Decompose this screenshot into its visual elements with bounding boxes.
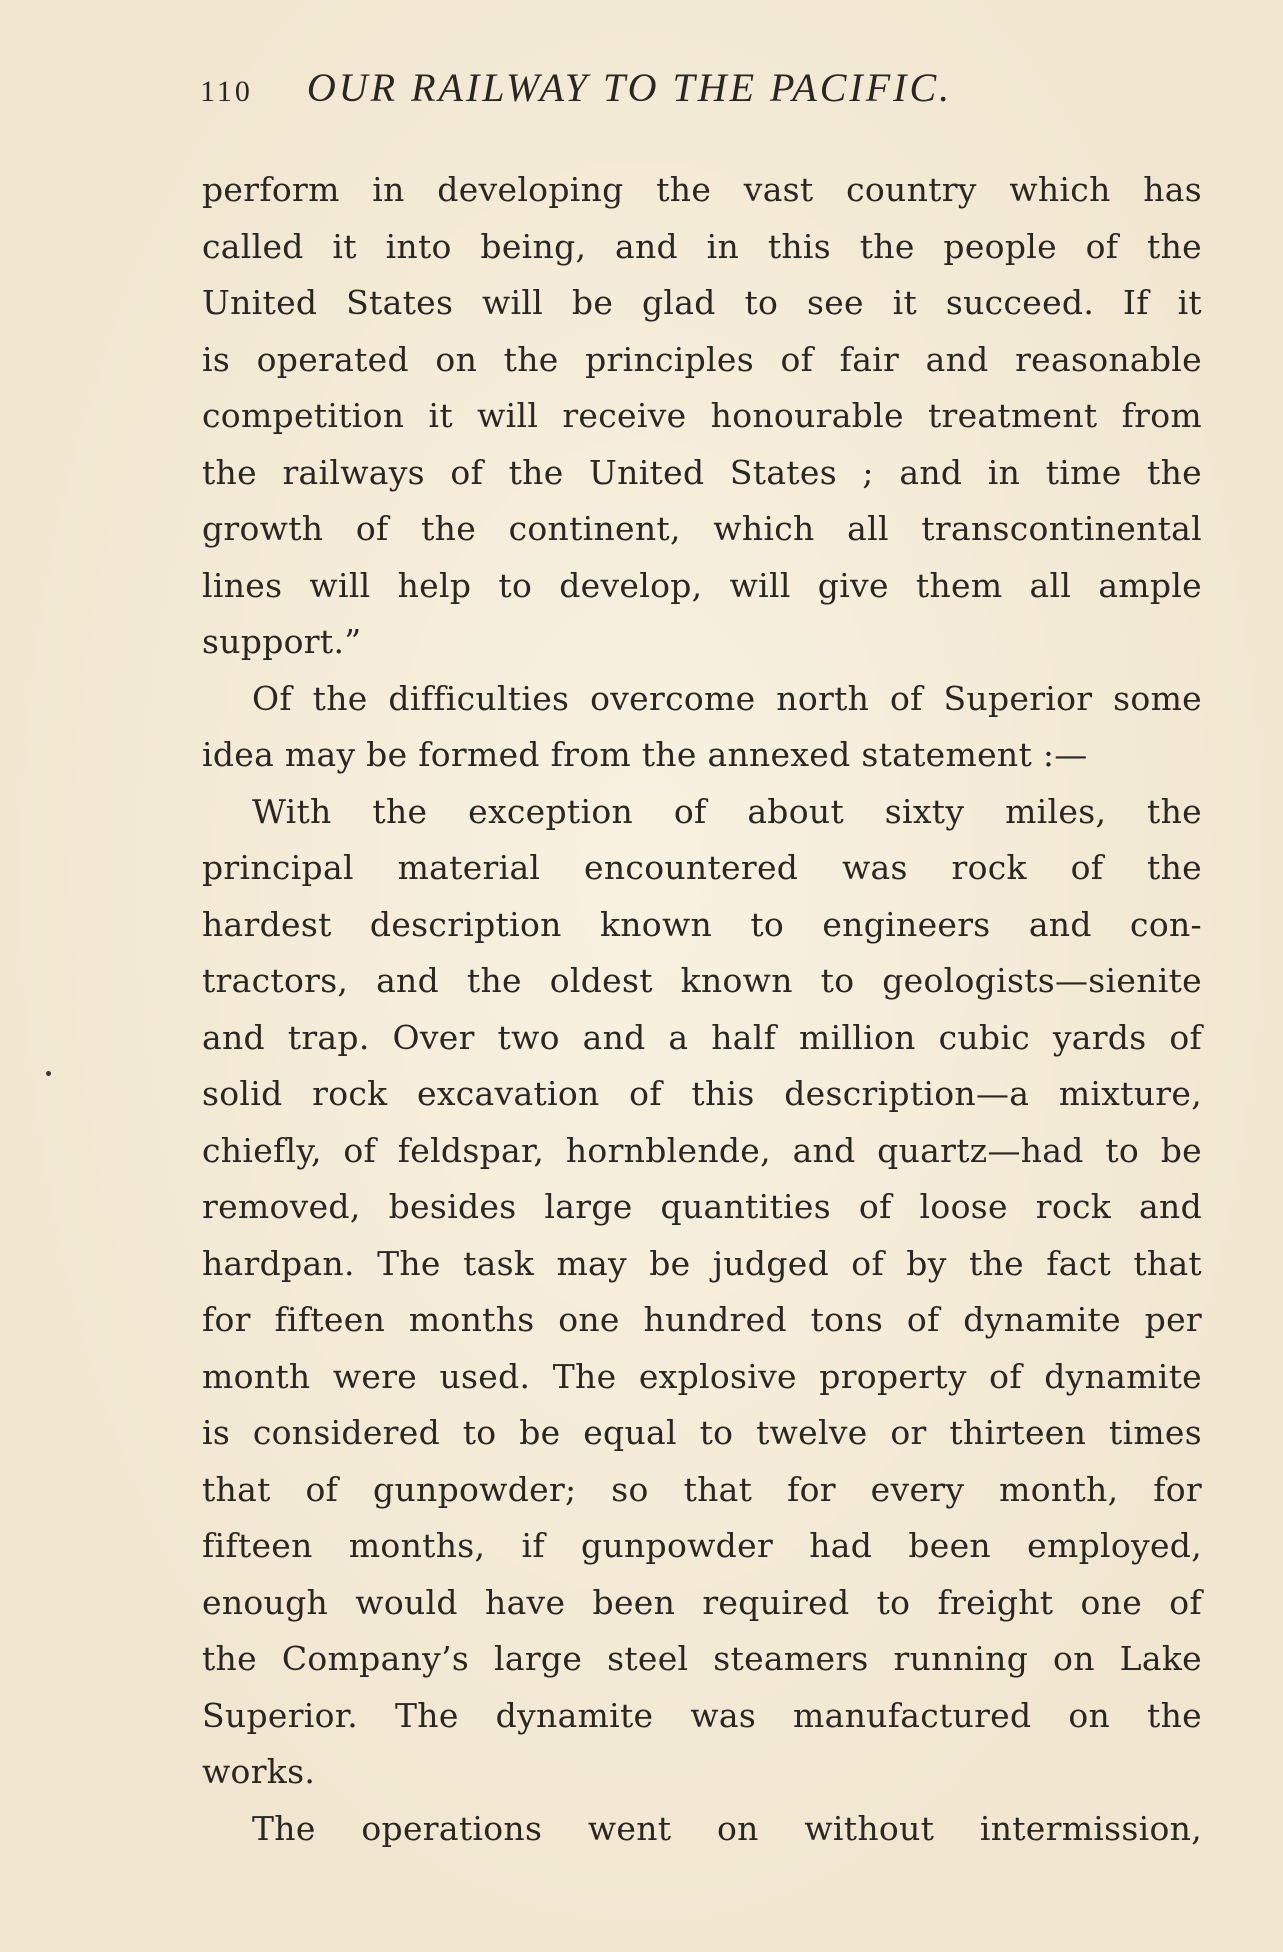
text-line: removed, besides large quantities of loose rock and [202, 1187, 1202, 1226]
text-line: support.” [202, 622, 362, 661]
text-line: tractors, and the oldest known to geologists—sienite [202, 961, 1202, 1000]
text-line: the Company’s large steel steamers running on Lake [202, 1639, 1202, 1678]
text-line: perform in developing the vast country which has [202, 170, 1202, 209]
text-line: works. [202, 1752, 316, 1791]
text-line: called it into being, and in this the people of the [202, 226, 1202, 266]
text-line: that of gunpowder; so that for every month, for [202, 1469, 1202, 1509]
print-speck [46, 1071, 51, 1076]
text-line: is operated on the principles of fair and reasonable [202, 339, 1202, 379]
text-line: is considered to be equal to twelve or thirteen times [202, 1413, 1202, 1452]
text-line: hardest description known to engineers and con- [202, 904, 1202, 944]
body-text [202, 162, 1202, 1857]
text-line: chiefly, of feldspar, hornblende, and quartz—had to be [202, 1130, 1202, 1170]
text-line: The operations went on without intermission, [252, 1808, 1202, 1848]
text-line: With the exception of about sixty miles, the [252, 791, 1202, 831]
text-line: growth of the continent, which all transcontinental [202, 509, 1202, 548]
text-line: competition it will receive honourable treatment from [202, 396, 1202, 435]
text-line: enough would have been required to freight one of [202, 1582, 1202, 1622]
text-line: United States will be glad to see it succeed. If it [202, 283, 1202, 322]
text-line: Of the difficulties overcome north of Superior some [252, 678, 1202, 718]
text-line: Superior. The dynamite was manufactured on the [202, 1695, 1202, 1735]
text-line: the railways of the United States ; and in time the [202, 452, 1202, 492]
running-head: OUR RAILWAY TO THE PACIFIC. [306, 65, 953, 110]
text-line: solid rock excavation of this description—a mixture, [202, 1074, 1202, 1113]
text-line: principal material encountered was rock of the [202, 848, 1202, 887]
text-line: hardpan. The task may be judged of by the fact that [202, 1243, 1202, 1283]
text-line: and trap. Over two and a half million cubic yards of [202, 1017, 1202, 1057]
text-line: month were used. The explosive property of dynamite [202, 1356, 1202, 1396]
text-line: for fifteen months one hundred tons of dynamite per [202, 1300, 1202, 1339]
page-number: 110 [200, 75, 253, 108]
page-header [200, 64, 1080, 120]
text-line: idea may be formed from the annexed statement :— [202, 735, 1088, 774]
text-line: fifteen months, if gunpowder had been employed, [202, 1526, 1202, 1565]
text-line: lines will help to develop, will give them all ample [202, 565, 1202, 605]
